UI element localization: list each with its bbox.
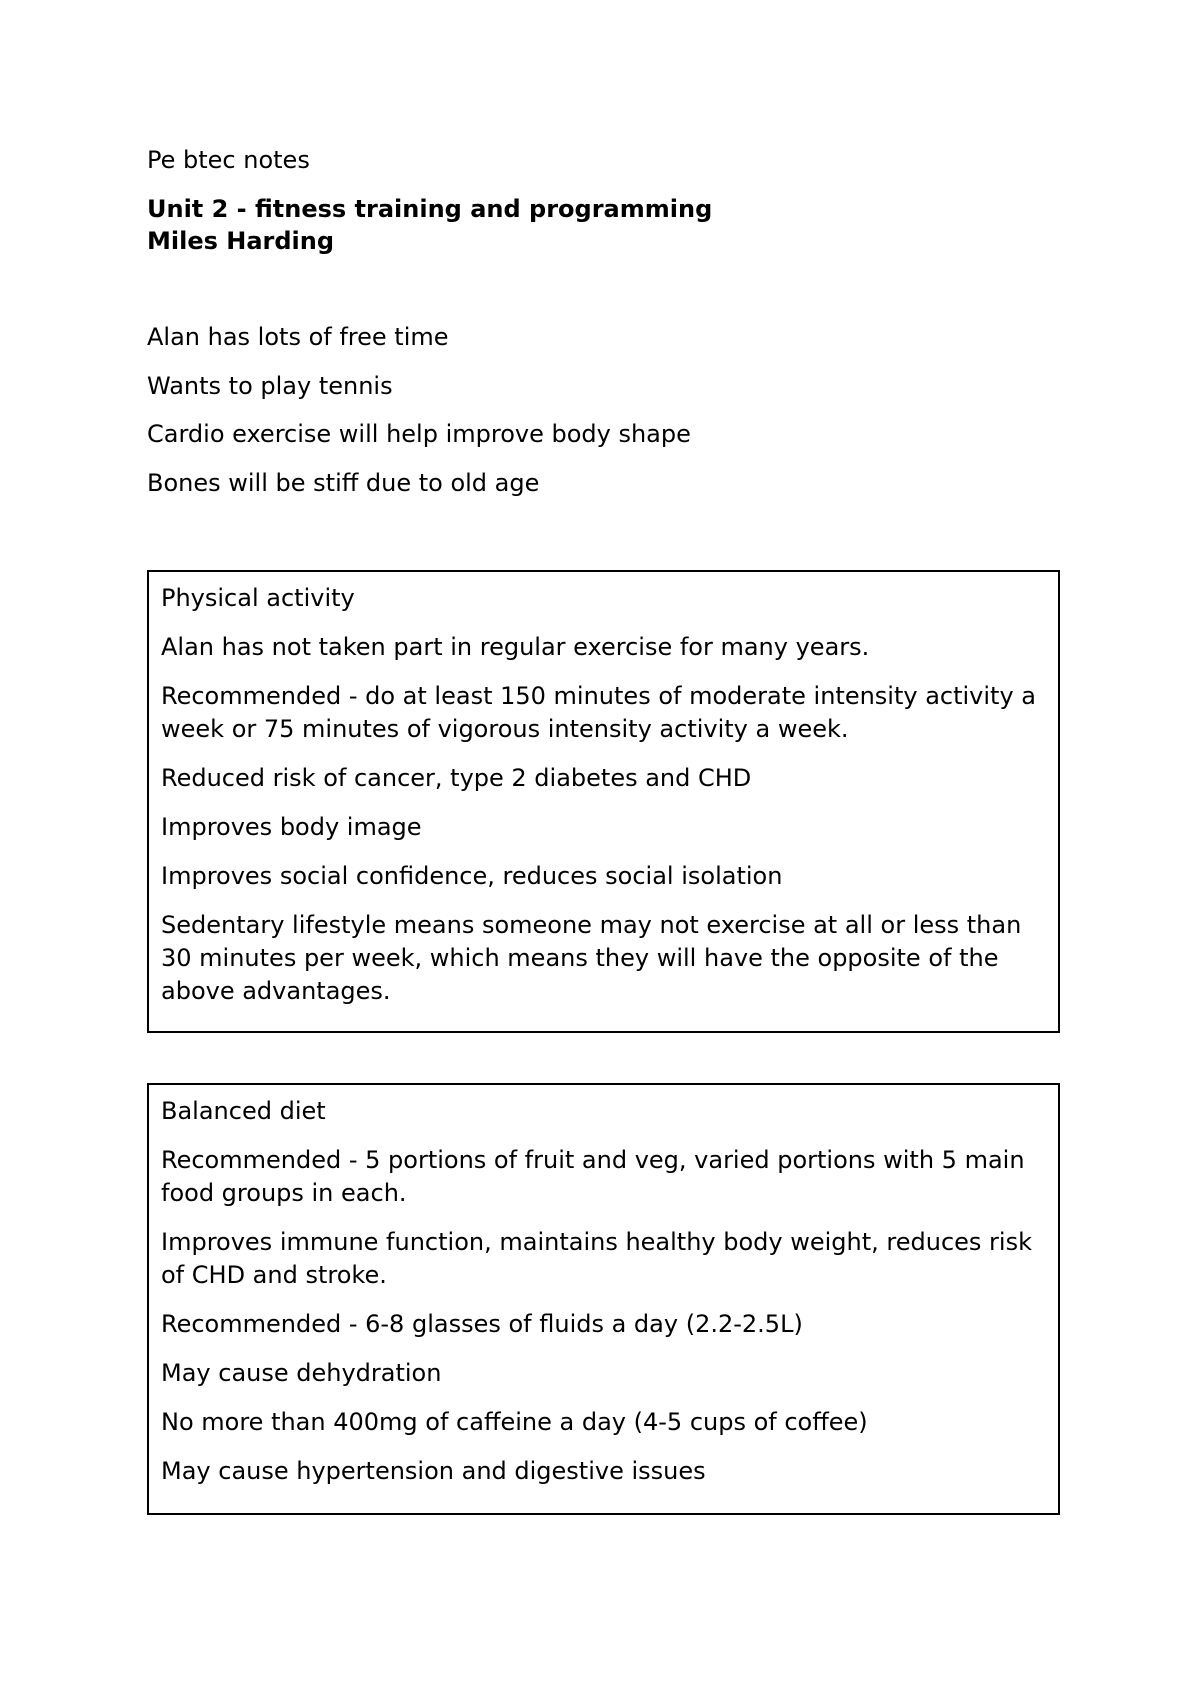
physical-activity-title: Physical activity bbox=[161, 584, 355, 612]
balanced-diet-paragraph: Improves immune function, maintains healthy body weight, reduces risk of CHD and stroke. bbox=[161, 1228, 1032, 1289]
physical-activity-paragraph: Improves social confidence, reduces social isolation bbox=[161, 862, 783, 890]
physical-activity-paragraph: Reduced risk of cancer, type 2 diabetes and CHD bbox=[161, 764, 752, 792]
physical-activity-paragraph: Alan has not taken part in regular exercise for many years. bbox=[161, 633, 870, 661]
balanced-diet-paragraph: May cause hypertension and digestive issues bbox=[161, 1457, 706, 1485]
intro-notes bbox=[147, 322, 691, 516]
balanced-diet-paragraph: May cause dehydration bbox=[161, 1359, 442, 1387]
balanced-diet-paragraph: Recommended - 6-8 glasses of fluids a day (2.2-2.5L) bbox=[161, 1310, 803, 1338]
balanced-diet-box bbox=[147, 1083, 1060, 1515]
balanced-diet-paragraph: Recommended - 5 portions of fruit and veg, varied portions with 5 main food groups in each. bbox=[161, 1146, 1025, 1207]
intro-note: Alan has lots of free time bbox=[147, 323, 449, 351]
unit-heading bbox=[147, 193, 712, 257]
physical-activity-paragraph: Improves body image bbox=[161, 813, 422, 841]
balanced-diet-title: Balanced diet bbox=[161, 1097, 326, 1125]
physical-activity-paragraph: Recommended - do at least 150 minutes of moderate intensity activity a week or 75 minutes of vigorous intensity activity a week. bbox=[161, 682, 1037, 743]
physical-activity-paragraph: Sedentary lifestyle means someone may not exercise at all or less than 30 minutes per week, which means they will have the opposite of the above advantages. bbox=[161, 911, 1022, 1005]
intro-note: Cardio exercise will help improve body shape bbox=[147, 420, 691, 448]
balanced-diet-paragraph: No more than 400mg of caffeine a day (4-5 cups of coffee) bbox=[161, 1408, 868, 1436]
document-title: Pe btec notes bbox=[147, 146, 310, 174]
unit-title: Unit 2 - fitness training and programming bbox=[147, 195, 713, 223]
physical-activity-box bbox=[147, 570, 1060, 1033]
intro-note: Wants to play tennis bbox=[147, 371, 393, 400]
intro-note: Bones will be stiff due to old age bbox=[147, 468, 540, 497]
author-name: Miles Harding bbox=[147, 227, 335, 255]
